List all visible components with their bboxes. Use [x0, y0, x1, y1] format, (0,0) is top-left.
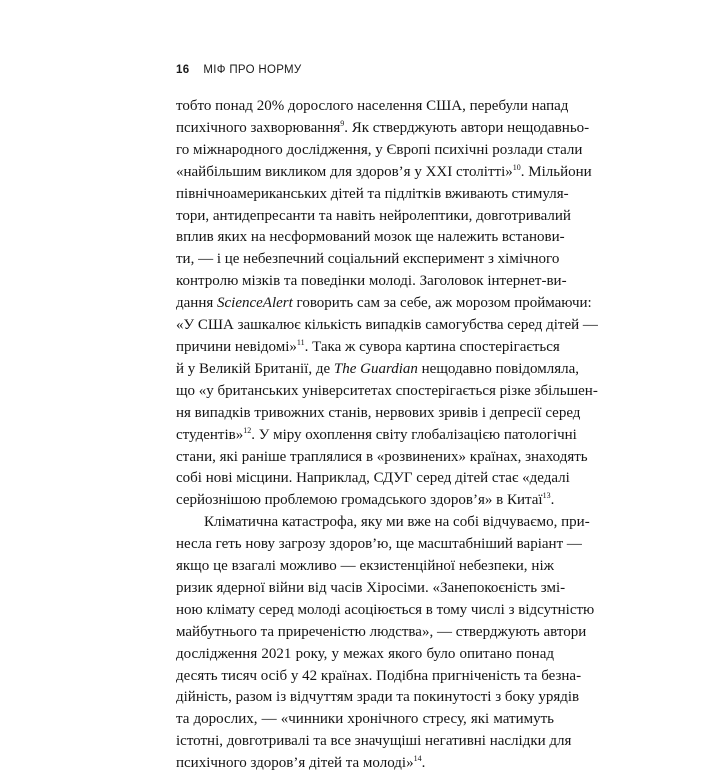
text-line: психічного здоров’я дітей та молоді»$^{14}$. [176, 754, 426, 772]
text-line: дійність, разом із відчуттям зради та покинутості з боку урядів [176, 689, 580, 706]
running-head [176, 64, 302, 76]
text-line: дання ScienceAlert говорить сам за себе, аж морозом проймаючи: [176, 295, 592, 312]
text-line: тори, антидепресанти та навіть нейролептики, довготривалий [176, 207, 571, 224]
text-line: майбутнього та приреченістю людства», — стверджують автори [176, 623, 587, 640]
text-line: та дорослих, — «чинники хронічного стресу, які матимуть [176, 711, 554, 728]
text-line: собі нові місцини. Наприклад, СДУГ серед дітей стає «дедалі [176, 470, 570, 487]
text-line: вплив яких на несформований мозок ще належить встанови- [176, 229, 565, 246]
text-line: студентів»$^{12}$. У міру охоплення світу глобалізацією патологічні [176, 425, 577, 443]
text-line: го міжнародного дослідження, у Європі психічні розлади стали [176, 141, 583, 158]
text-line: несла геть нову загрозу здоров’ю, ще масштабніший варіант — [176, 536, 582, 553]
text-line: ризик ядерної війни від часів Хіросіми. «Занепокоєність змі- [176, 579, 566, 596]
text-line: ною клімату серед молоді асоціюється в тому числі з відсутністю [176, 601, 595, 618]
text-line: «У США зашкалює кількість випадків самогубства серед дітей — [176, 317, 598, 334]
text-line: якщо це взагалі можливо — екзистенційної небезпеки, ніж [176, 558, 554, 575]
body-text [176, 96, 598, 775]
text-line: контролю мізків та поведінки молоді. Заголовок інтернет-ви- [176, 273, 567, 290]
text-line: й у Великій Британії, де The Guardian нещодавно повідомляла, [176, 360, 580, 377]
text-line: десять тисяч осіб у 42 країнах. Подібна пригніченість та безна- [176, 667, 582, 684]
text-line: серйознішою проблемою громадського здоров’я» в Китаї$^{13}$. [176, 491, 555, 509]
page-number: 16 [176, 64, 190, 76]
text-line: Кліматична катастрофа, яку ми вже на собі відчуваємо, при- [204, 514, 590, 531]
text-line: ня випадків тривожних станів, нервових зривів і депресії серед [176, 404, 581, 421]
text-line: що «у британських університетах спостерігається різке збільшен- [176, 382, 598, 399]
text-line: психічного захворювання$^9$. Як стверджують автори нещодавньо- [176, 118, 590, 136]
text-line: істотні, довготривалі та все значущіші негативні наслідки для [176, 733, 572, 750]
text-line: північноамериканських дітей та підлітків вживають стимуля- [176, 185, 569, 202]
text-line: тобто понад 20% дорослого населення США, перебули напад [176, 98, 569, 114]
text-line: дослідження 2021 року, у межах якого було опитано понад [176, 645, 554, 662]
text-line: стани, які раніше траплялися в «розвинених» країнах, знаходять [176, 448, 588, 465]
text-line: причини невідомі»$^{11}$. Така ж сувора картина спостерігається [176, 337, 560, 355]
text-line: ти, — і це небезпечний соціальний експеримент з хімічного [176, 251, 560, 268]
text-line: «найбільшим викликом для здоров’я у XXI столітті»$^{10}$. Мільйони [176, 162, 592, 180]
running-title: МІФ ПРО НОРМУ [203, 64, 302, 76]
